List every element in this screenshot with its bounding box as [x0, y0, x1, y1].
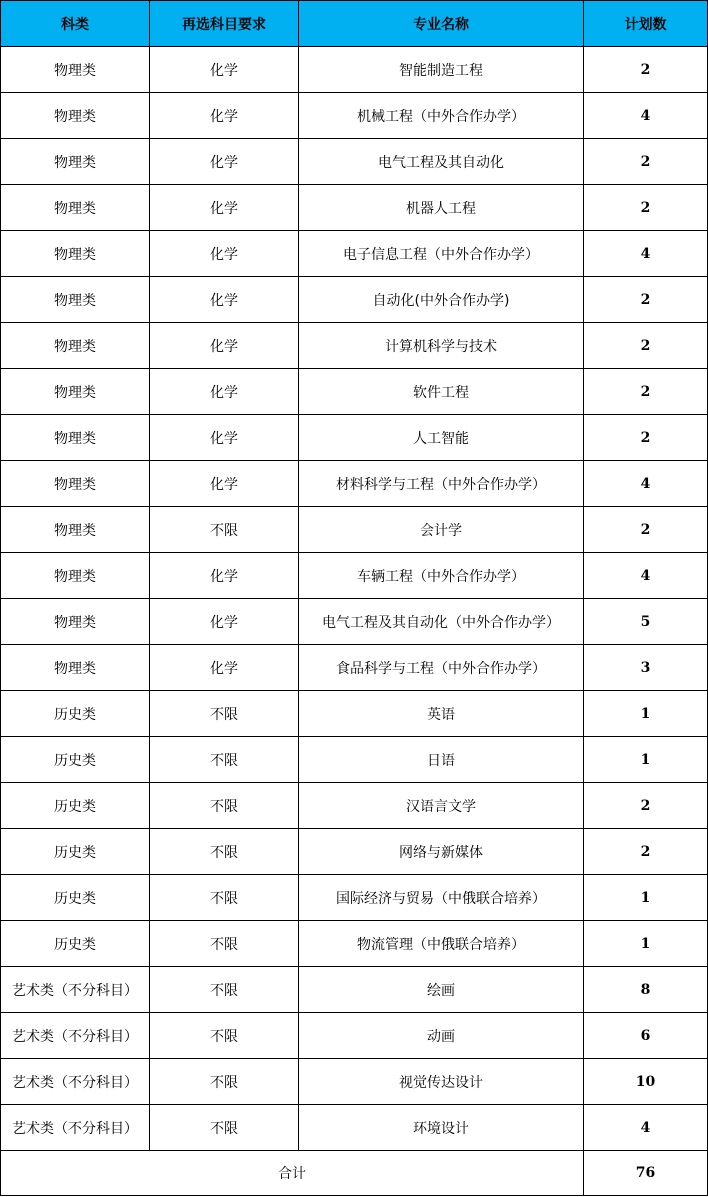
cell-plan: 4 [584, 93, 708, 139]
cell-plan: 2 [584, 783, 708, 829]
cell-major: 环境设计 [299, 1105, 584, 1151]
cell-category: 历史类 [1, 921, 150, 967]
cell-plan: 10 [584, 1059, 708, 1105]
cell-plan: 1 [584, 921, 708, 967]
table-row [1, 553, 708, 599]
cell-plan: 2 [584, 277, 708, 323]
table-row [1, 967, 708, 1013]
cell-major: 视觉传达设计 [299, 1059, 584, 1105]
cell-plan: 2 [584, 829, 708, 875]
cell-category: 艺术类（不分科目） [1, 1013, 150, 1059]
cell-plan: 2 [584, 185, 708, 231]
table-row [1, 369, 708, 415]
cell-category: 物理类 [1, 507, 150, 553]
cell-plan: 6 [584, 1013, 708, 1059]
cell-category: 历史类 [1, 691, 150, 737]
cell-category: 艺术类（不分科目） [1, 1059, 150, 1105]
table-row [1, 231, 708, 277]
header-plan: 计划数 [584, 1, 708, 47]
cell-requirement: 不限 [150, 1105, 299, 1151]
total-row [1, 1151, 708, 1196]
table-row [1, 875, 708, 921]
cell-category: 物理类 [1, 47, 150, 93]
cell-major: 自动化(中外合作办学) [299, 277, 584, 323]
cell-major: 汉语言文学 [299, 783, 584, 829]
table-row [1, 921, 708, 967]
cell-category: 历史类 [1, 829, 150, 875]
cell-major: 机械工程（中外合作办学） [299, 93, 584, 139]
cell-plan: 4 [584, 553, 708, 599]
table-row [1, 737, 708, 783]
cell-major: 物流管理（中俄联合培养） [299, 921, 584, 967]
cell-category: 物理类 [1, 599, 150, 645]
cell-plan: 2 [584, 139, 708, 185]
table-row [1, 507, 708, 553]
table-row [1, 139, 708, 185]
cell-major: 材料科学与工程（中外合作办学） [299, 461, 584, 507]
cell-category: 历史类 [1, 737, 150, 783]
table-row [1, 415, 708, 461]
header-major: 专业名称 [299, 1, 584, 47]
total-label: 合计 [1, 1151, 584, 1196]
cell-plan: 5 [584, 599, 708, 645]
cell-requirement: 化学 [150, 231, 299, 277]
cell-category: 艺术类（不分科目） [1, 967, 150, 1013]
table-body [1, 47, 708, 1151]
cell-category: 物理类 [1, 645, 150, 691]
cell-requirement: 不限 [150, 691, 299, 737]
cell-requirement: 化学 [150, 47, 299, 93]
cell-major: 车辆工程（中外合作办学） [299, 553, 584, 599]
cell-plan: 2 [584, 47, 708, 93]
table-row [1, 783, 708, 829]
table-header-row [1, 1, 708, 47]
cell-requirement: 不限 [150, 829, 299, 875]
table-row [1, 599, 708, 645]
cell-requirement: 不限 [150, 783, 299, 829]
cell-category: 物理类 [1, 461, 150, 507]
cell-major: 动画 [299, 1013, 584, 1059]
cell-plan: 2 [584, 323, 708, 369]
cell-requirement: 化学 [150, 277, 299, 323]
cell-requirement: 化学 [150, 645, 299, 691]
table-row [1, 93, 708, 139]
cell-plan: 1 [584, 737, 708, 783]
cell-major: 电气工程及其自动化 [299, 139, 584, 185]
cell-requirement: 化学 [150, 599, 299, 645]
cell-major: 日语 [299, 737, 584, 783]
cell-plan: 1 [584, 875, 708, 921]
cell-category: 物理类 [1, 553, 150, 599]
cell-category: 物理类 [1, 185, 150, 231]
cell-major: 电子信息工程（中外合作办学） [299, 231, 584, 277]
header-requirement: 再选科目要求 [150, 1, 299, 47]
cell-major: 网络与新媒体 [299, 829, 584, 875]
cell-requirement: 化学 [150, 369, 299, 415]
cell-requirement: 化学 [150, 553, 299, 599]
cell-major: 软件工程 [299, 369, 584, 415]
cell-category: 历史类 [1, 875, 150, 921]
cell-category: 艺术类（不分科目） [1, 1105, 150, 1151]
cell-plan: 2 [584, 369, 708, 415]
table-row [1, 185, 708, 231]
cell-requirement: 化学 [150, 139, 299, 185]
cell-major: 电气工程及其自动化（中外合作办学） [299, 599, 584, 645]
table-row [1, 1013, 708, 1059]
cell-requirement: 不限 [150, 507, 299, 553]
cell-category: 物理类 [1, 93, 150, 139]
cell-plan: 4 [584, 231, 708, 277]
cell-requirement: 化学 [150, 323, 299, 369]
cell-requirement: 不限 [150, 1059, 299, 1105]
cell-plan: 2 [584, 415, 708, 461]
cell-major: 绘画 [299, 967, 584, 1013]
table-row [1, 461, 708, 507]
cell-major: 会计学 [299, 507, 584, 553]
table-row [1, 1105, 708, 1151]
table-row [1, 323, 708, 369]
total-value: 76 [584, 1151, 708, 1196]
cell-requirement: 化学 [150, 93, 299, 139]
cell-category: 物理类 [1, 139, 150, 185]
header-category: 科类 [1, 1, 150, 47]
cell-requirement: 不限 [150, 875, 299, 921]
cell-major: 英语 [299, 691, 584, 737]
cell-plan: 4 [584, 1105, 708, 1151]
cell-requirement: 不限 [150, 967, 299, 1013]
cell-major: 国际经济与贸易（中俄联合培养） [299, 875, 584, 921]
cell-plan: 1 [584, 691, 708, 737]
cell-requirement: 不限 [150, 1013, 299, 1059]
cell-plan: 2 [584, 507, 708, 553]
cell-requirement: 化学 [150, 185, 299, 231]
cell-category: 物理类 [1, 369, 150, 415]
cell-major: 人工智能 [299, 415, 584, 461]
cell-plan: 3 [584, 645, 708, 691]
table-row [1, 47, 708, 93]
table-row [1, 277, 708, 323]
cell-requirement: 化学 [150, 415, 299, 461]
cell-requirement: 化学 [150, 461, 299, 507]
cell-category: 物理类 [1, 277, 150, 323]
cell-plan: 4 [584, 461, 708, 507]
cell-category: 物理类 [1, 231, 150, 277]
table-row [1, 645, 708, 691]
table-row [1, 829, 708, 875]
table-row [1, 1059, 708, 1105]
cell-major: 食品科学与工程（中外合作办学） [299, 645, 584, 691]
cell-major: 计算机科学与技术 [299, 323, 584, 369]
table-row [1, 691, 708, 737]
cell-requirement: 不限 [150, 921, 299, 967]
cell-category: 历史类 [1, 783, 150, 829]
cell-category: 物理类 [1, 415, 150, 461]
cell-major: 机器人工程 [299, 185, 584, 231]
cell-plan: 8 [584, 967, 708, 1013]
cell-major: 智能制造工程 [299, 47, 584, 93]
cell-category: 物理类 [1, 323, 150, 369]
cell-requirement: 不限 [150, 737, 299, 783]
